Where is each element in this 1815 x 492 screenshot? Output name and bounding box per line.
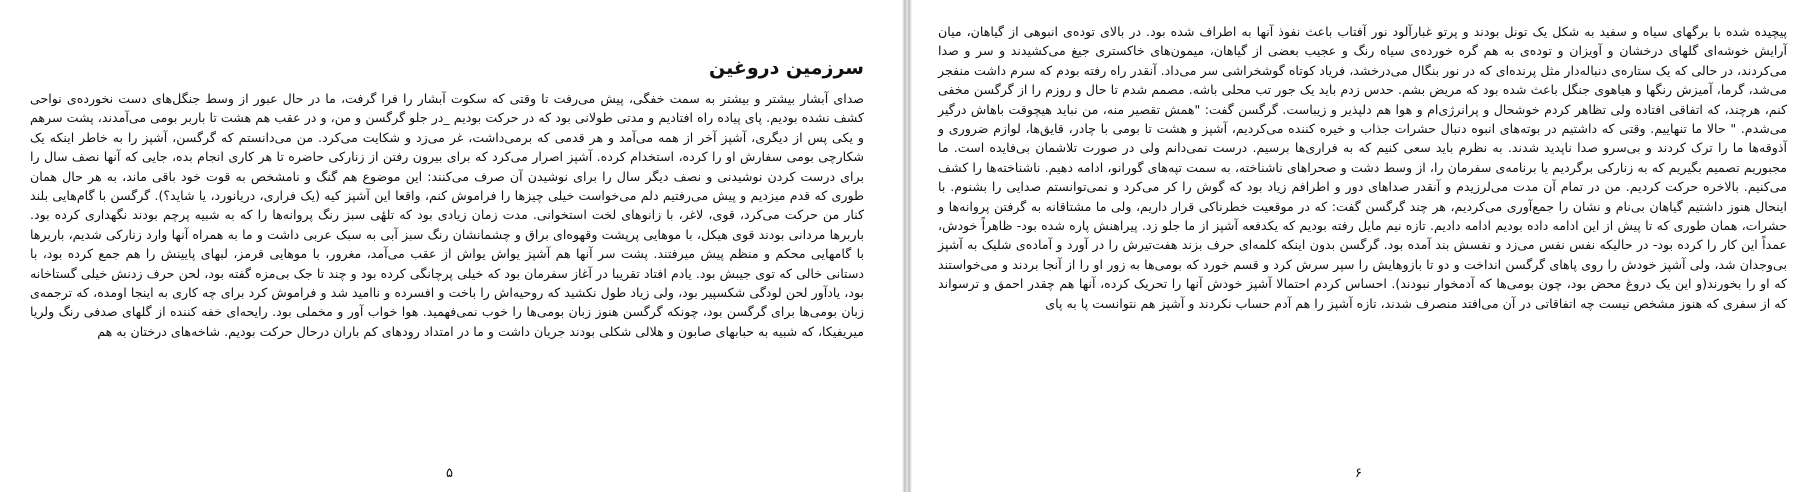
left-page-number: ۵	[446, 466, 453, 481]
left-page	[0, 0, 902, 492]
book-gutter	[902, 0, 912, 492]
right-page-number: ۶	[1355, 466, 1362, 481]
left-page-body: صدای آبشار بیشتر و بیشتر به سمت خفگی، پیش می‌رفت تا وقتی که سکوت آبشار را فرا گرفت، ما در حال عبور از وسط جنگل‌های دست نخورده‌ی نواحی کشف نشده بودیم. پای پیاده راه افتادیم و مدتی طولانی بود که در حرکت بودیم _در جلو گرگسن و من، و در عقب هم هشت تا باربر بومی می‌آمدند، پشت سرهم و یکی پس از دیگری، آشپز آخر از همه می‌آمد و هر قدمی که برمی‌داشت، غر می‌زد و شکایت می‌کرد. من می‌دانستم که گرگسن، آشپز را به خاطر اینکه یک شکارچی بومی سفارش او را کرده، استخدام کرده. آشپز اصرار می‌کرد که برای بیرون رفتن از زنارکی حاضره تا هر کاری انجام بده، جایی که آنها نصف سال را برای درست کردن نوشیدنی و نصف دیگر سال را برای نوشیدن آن صرف می‌کنند: این موضوع هم گنگ و نامشخص به قوت خود باقی ماند، به هر حال همان طوری که قدم میزدیم و پیش می‌رفتیم دلم می‌خواست خیلی چیزها را فراموش کنم، واقعا این آشپز کیه (یک فراری، دریانورد، یا شاید؟). گرگسن با گام‌هایی بلند کنار من حرکت می‌کرد، قوی، لاغر، با زانوهای لخت استخوانی. مدت زمان زیادی بود که تلهٔی سبز رنگ پروانه‌ها را که به شبیه پرچم بودند نگهداری کرده بود. باربرها مردانی بودند قوی هیکل، با موهایی پرپشت وقهوه‌ای براق و چشمانشان رنگ سبز آبی به سبک عربی داشت و ما به همراه آنها وارد زنارکی شدیم، باربرها با گامهایی محکم و منظم پیش میرفتند. پشت سر آنها هم آشپز یواش یواش از عقب می‌آمد، مغرور، با موهایی قرمز، لبهای پایینش را هم جمع کرده بود، با دستانی خالی که توی جیبش بود. یادم افتاد تقریبا در آغاز سفرمان بود که خیلی پرچانگی کرده بود و چند تا جک بی‌مزه گفته بود، لحن حرف زدنش خیلی گستاخانه بود، یادآور لحن لودگی شکسپیر بود، ولی زیاد طول نکشید که روحیه‌اش را باخت و افسرده و ناامید شد و فراموش کرد برای چه کاری به اینجا اومده، که ترجمه‌ی زبان بومی‌ها برای گرگسن بود، چونکه گرگسن هنوز زبان بومی‌ها را خوب نمی‌فهمید. هوا خواب آور و مخملی بود. رایحه‌ای خفه کننده از گلهای صدفی رنگ ولریا میریفیکا، که شبیه به حبابهای صابون و هلالی شکلی بودند جریان داشت و ما در امتداد رودهای کم باران درحال حرکت بودیم. شاخه‌های درختان به هم	[30, 91, 864, 339]
right-page	[912, 0, 1815, 492]
right-page-body: پیچیده شده با برگهای سیاه و سفید به شکل یک تونل بودند و پرتو غبارآلود نور آفتاب باعث نفوذ آنها به اطراف شده بود. در بالای توده‌ی انبوهی از گیاهان، میان آرایش خوشه‌ای گلهای درخشان و آویزان و توده‌ی به هم گره خورده‌ی سیاه رنگ و عجیب بعضی از گیاهان، میمون‌های خاکستری جیغ می‌کشیدند و سر و صدا می‌کردند، در حالی که یک ستاره‌ی دنباله‌دار مثل پرنده‌ای که در نور بنگال می‌درخشد، فریاد کوتاه گوشخراشی سر می‌داد. آنقدر راه رفته بودم که سرم داشت منفجر می‌شد، گرما، آمیزش رنگها و هیاهوی جنگل باعث شده بود که مریض بشم. حدس زدم باید یک جور تب محلی باشه. مصمم شدم تا حال و روزم را از گرگسن مخفی کنم، هرچند، که اتفاقی افتاده ولی تظاهر کردم خوشحال و پرانرژی‌ام و هوا هم دلپذیر و زیباست. گرگسن گفت: "همش تقصیر منه، من نباید هیچوقت باهاش درگیر می‌شدم. " حالا ما تنهاییم. وقتی که داشتیم در بوته‌های انبوه دنبال حشرات جذاب و خیره کننده می‌کردیم، آشپز و هشت تا بومی با چادر، قایق‌ها، لوازم ضروری و آذوقه‌ها ما را ترک کردند و بی‌سرو صدا ناپدید شدند. به نظرم باید سعی کنیم که به فراری‌ها برسیم. درست نمی‌دانم ولی در صورت تلاشمان بی‌فایده است. ما مجبوریم تصمیم بگیریم که به زنارکی برگردیم یا برنامه‌ی سفرمان را، از وسط دشت و صحراهای ناشناخته، به سمت تپه‌های گورانو، ادامه دهیم. ناشناخته‌ها را کشف می‌کنیم. بالاخره حرکت کردیم. من در تمام آن مدت می‌لرزیدم و آنقدر صداهای دور و اطرافم زیاد بود که گوش را کر می‌کرد و نمی‌توانستم صدایی را بشنوم. با اینحال هنوز داشتیم گیاهان بی‌نام و نشان را جمع‌آوری می‌کردیم، هر چند گرگسن گفت: که در موقعیت خطرناکی قرار داریم، ولی ما مشتاقانه به گرفتن پروانه‌ها و حشرات، همان طوری که تا پیش از این ادامه داده بودیم ادامه دادیم. تازه نیم مایل رفته بودیم که یکدفعه آشپز از ما جلو زد. پیراهنش پاره شده بود- ظاهراً خودش، عمداً این کار را کرده بود- در حالیکه نفس نفس می‌زد و نفسش بند آمده بود. گرگسن بدون اینکه کلمه‌ای حرف بزند هفت‌تیرش را در آورد و آماده‌ی شلیک به آشپز بی‌وجدان شد، ولی آشپز خودش را روی پاهای گرگسن انداخت و دو تا بازوهایش را سپر سرش کرد و قسم خورد که بومی‌ها به زور او را از آنجا بردند و می‌خواستند که او را بخورند(و این یک دروغ محض بود، چون بومی‌ها که آدمخوار نبودند). احساس کردم احتمالا آشپز خودش آنها را تحریک کرده، آنها هم چقدر احمق و ترسواند که از سفری که هنوز مشخص نیست چه اتفاقاتی در آن می‌افتد منصرف شدند، تازه آشپز را هم آدم حساب نکردند و آشپز هم نتوانست پا به پای	[938, 24, 1787, 311]
chapter-title: سرزمین دروغین	[708, 57, 864, 79]
